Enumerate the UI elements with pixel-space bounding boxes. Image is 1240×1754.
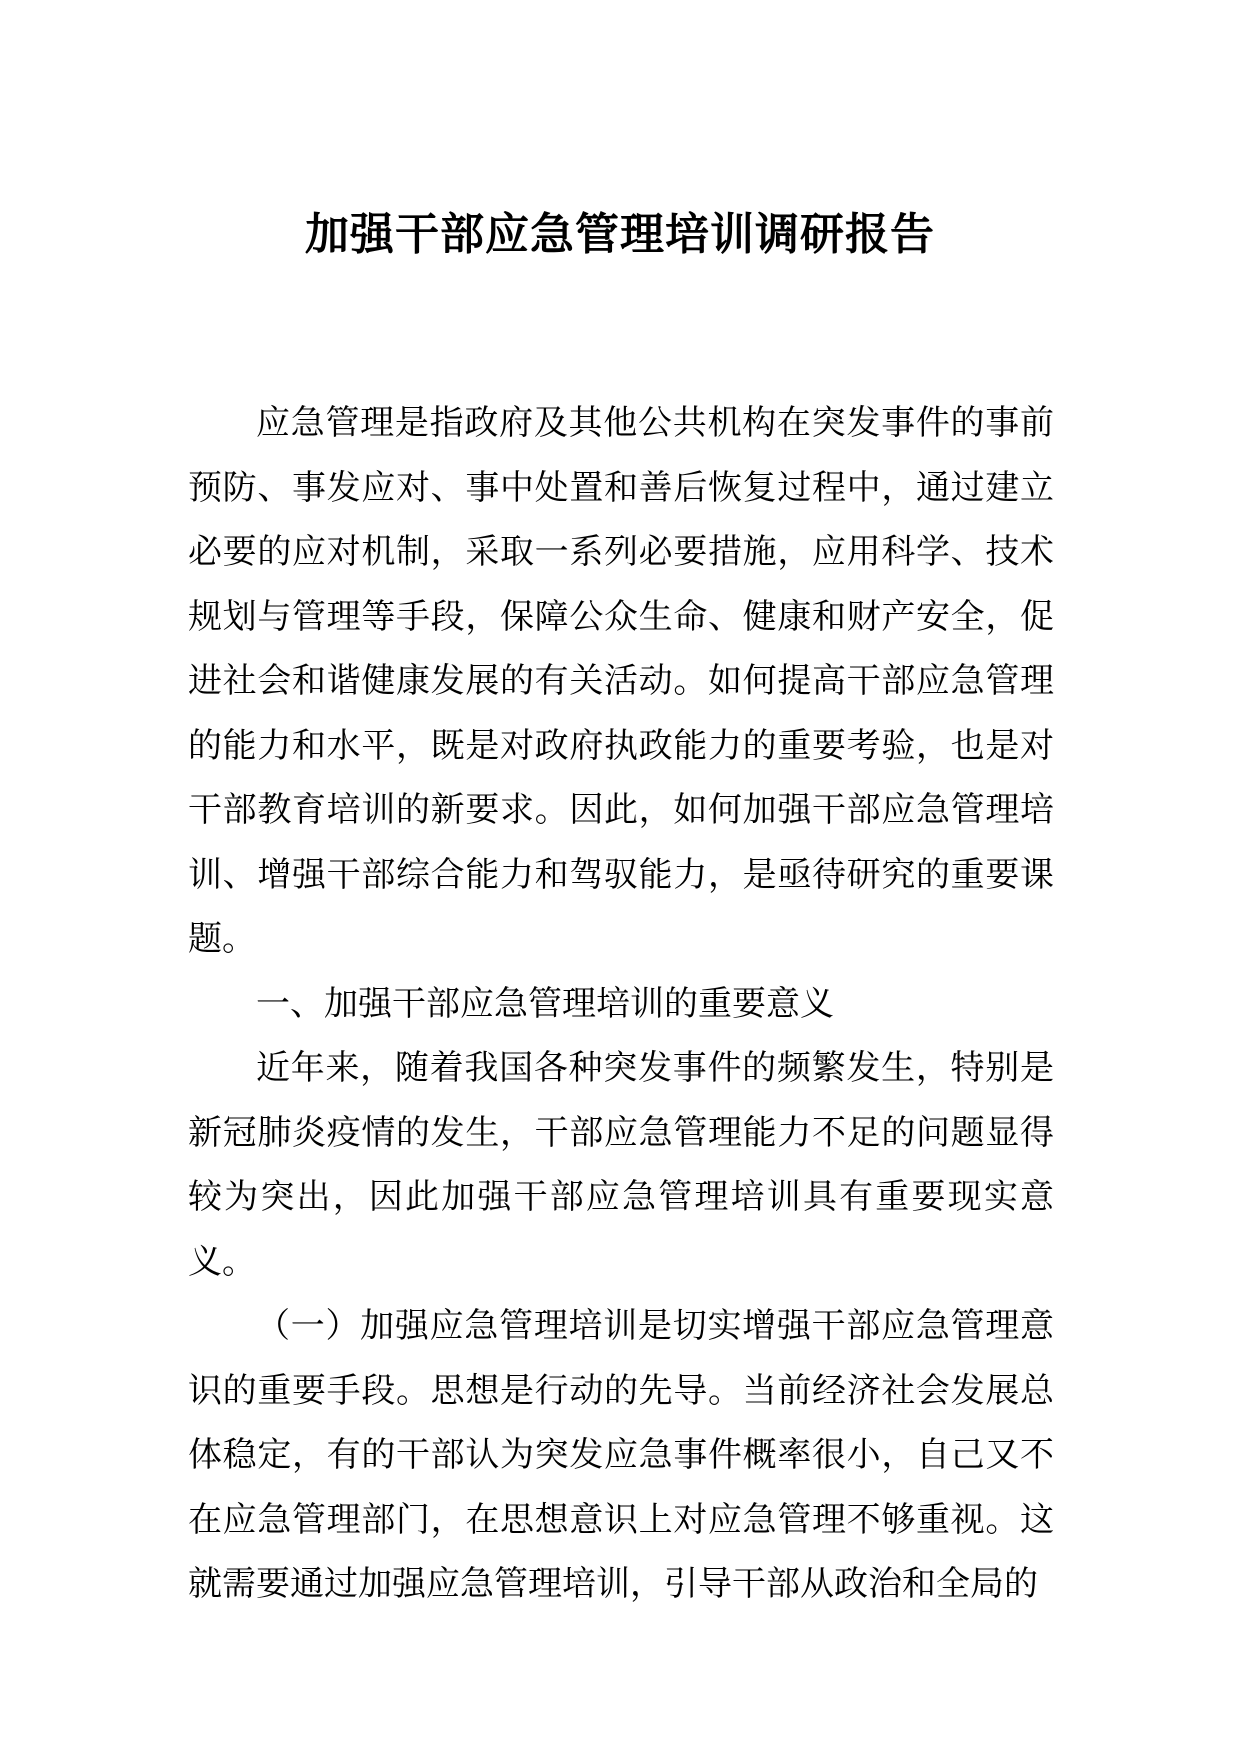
document-title: 加强干部应急管理培训调研报告 — [305, 209, 935, 260]
document-body — [188, 391, 1054, 1617]
subsection-paragraph: （一）加强应急管理培训是切实增强干部应急管理意识的重要手段。思想是行动的先导。当前经济社会发展总体稳定，有的干部认为突发应急事件概率很小，自己又不在应急管理部门，在思想意识上对应急管理不够重视。这就需要通过加强应急管理培训，引导干部从政治和全局的 — [188, 1306, 1054, 1604]
intro-paragraph: 应急管理是指政府及其他公共机构在突发事件的事前预防、事发应对、事中处置和善后恢复过程中，通过建立必要的应对机制，采取一系列必要措施，应用科学、技术规划与管理等手段，保障公众生命、健康和财产安全，促进社会和谐健康发展的有关活动。如何提高干部应急管理的能力和水平，既是对政府执政能力的重要考验，也是对干部教育培训的新要求。因此，如何加强干部应急管理培训、增强干部综合能力和驾驭能力，是亟待研究的重要课题。 — [188, 403, 1054, 959]
section-heading: 一、加强干部应急管理培训的重要意义 — [256, 983, 834, 1024]
body-paragraph: 近年来，随着我国各种突发事件的频繁发生，特别是新冠肺炎疫情的发生，干部应急管理能力不足的问题显得较为突出，因此加强干部应急管理培训具有重要现实意义。 — [188, 1048, 1054, 1282]
